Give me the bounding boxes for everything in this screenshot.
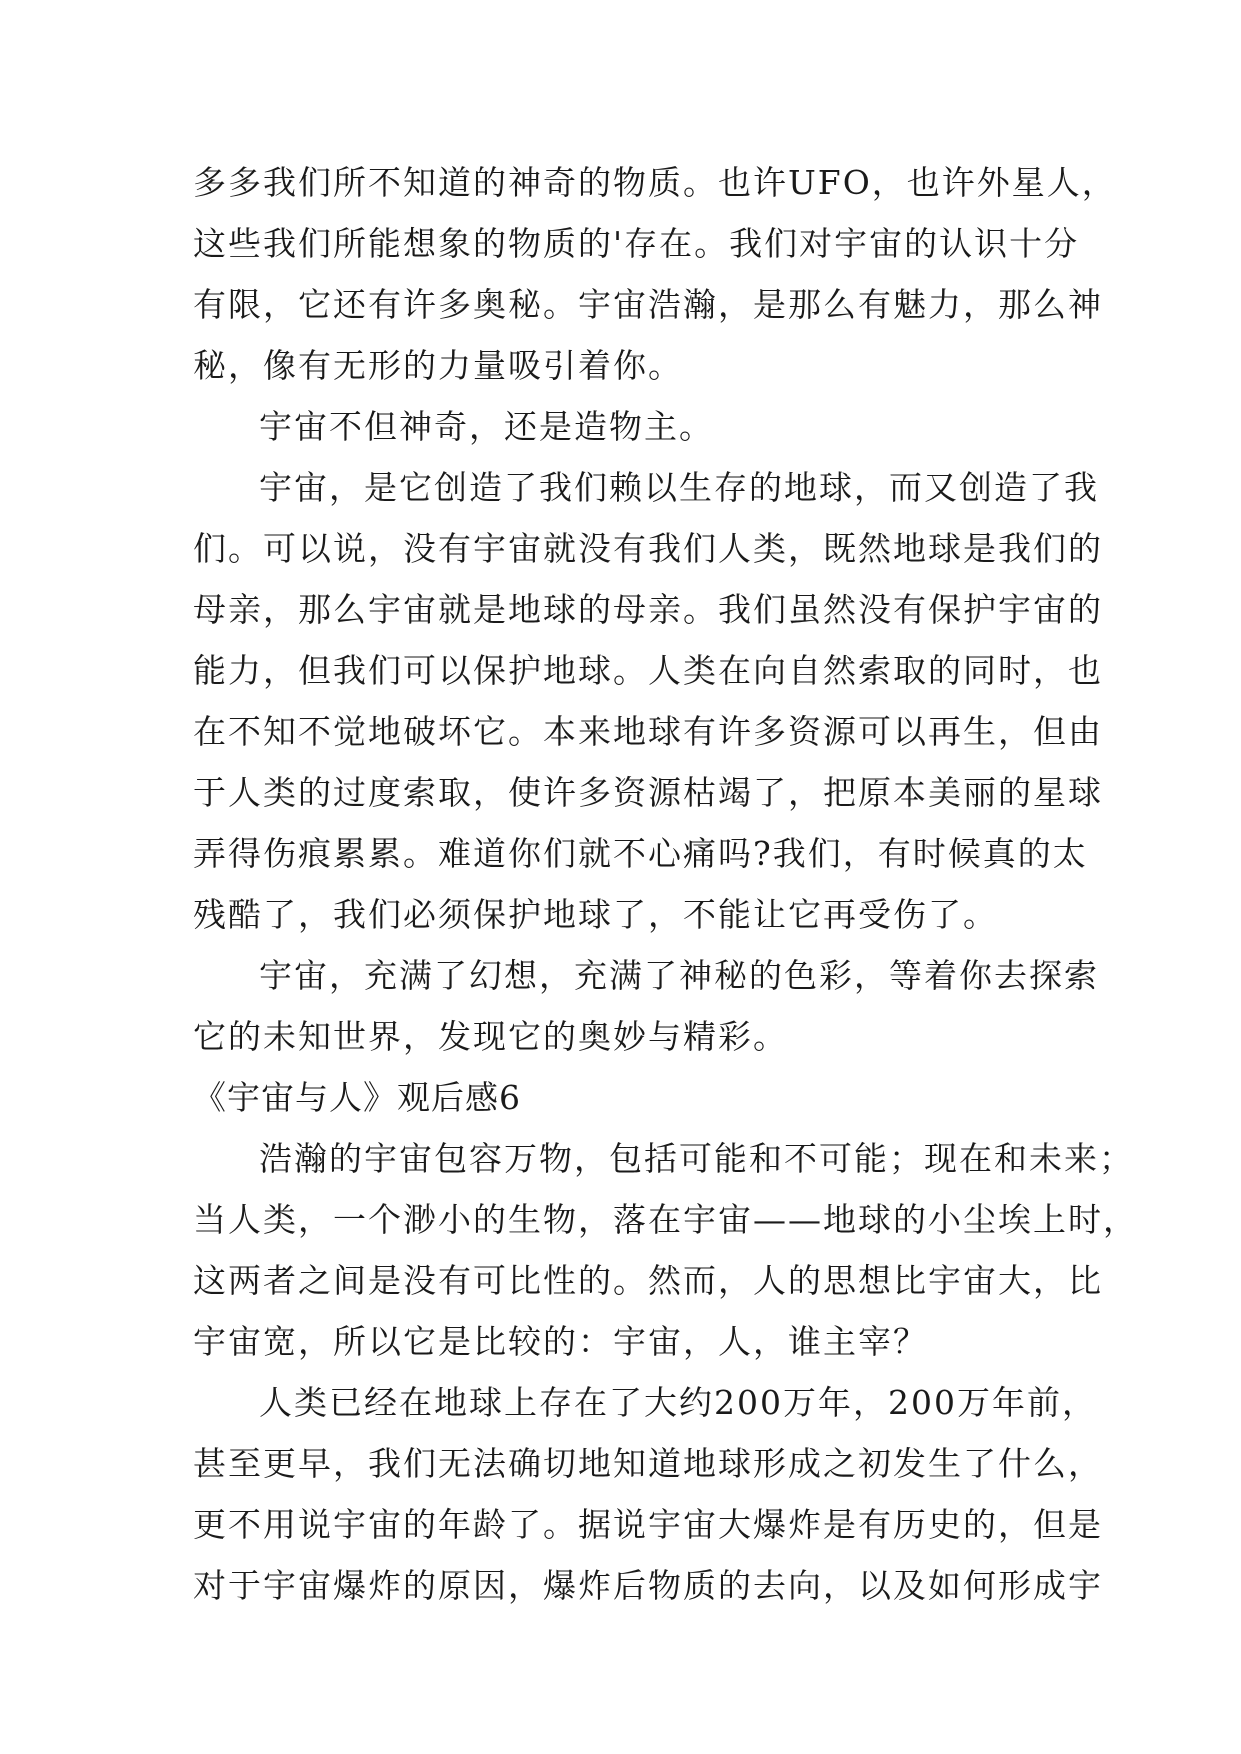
text-line: 更不用说宇宙的年龄了。据说宇宙大爆炸是有历史的，但是	[193, 1505, 1103, 1544]
text-line: 多多我们所不知道的神奇的物质。也许UFO，也许外星人，	[193, 163, 1117, 202]
paragraph-start: 宇宙，充满了幻想，充满了神秘的色彩，等着你去探索	[259, 956, 1099, 995]
text-line: 对于宇宙爆炸的原因，爆炸后物质的去向，以及如何形成宇	[193, 1566, 1103, 1605]
section-heading: 《宇宙与人》观后感6	[193, 1078, 521, 1117]
text-line: 这些我们所能想象的物质的'存在。我们对宇宙的认识十分	[193, 224, 1080, 263]
paragraph-start: 宇宙不但神奇，还是造物主。	[259, 407, 714, 446]
text-line: 宇宙宽，所以它是比较的：宇宙，人，谁主宰？	[193, 1322, 928, 1361]
text-line: 于人类的过度索取，使许多资源枯竭了，把原本美丽的星球	[193, 773, 1103, 812]
text-line: 残酷了，我们必须保护地球了，不能让它再受伤了。	[193, 895, 998, 934]
text-line: 母亲，那么宇宙就是地球的母亲。我们虽然没有保护宇宙的	[193, 590, 1103, 629]
text-line: 当人类，一个渺小的生物，落在宇宙——地球的小尘埃上时，	[193, 1200, 1138, 1239]
essay-text	[193, 152, 1138, 1616]
text-line: 们。可以说，没有宇宙就没有我们人类，既然地球是我们的	[193, 529, 1103, 568]
paragraph-start: 人类已经在地球上存在了大约200万年，200万年前，	[259, 1383, 1097, 1422]
text-line: 弄得伤痕累累。难道你们就不心痛吗?我们，有时候真的太	[193, 834, 1088, 873]
text-line: 能力，但我们可以保护地球。人类在向自然索取的同时，也	[193, 651, 1103, 690]
text-line: 它的未知世界，发现它的奥妙与精彩。	[193, 1017, 788, 1056]
text-line: 在不知不觉地破坏它。本来地球有许多资源可以再生，但由	[193, 712, 1103, 751]
text-line: 这两者之间是没有可比性的。然而，人的思想比宇宙大，比	[193, 1261, 1103, 1300]
text-line: 秘，像有无形的力量吸引着你。	[193, 346, 683, 385]
paragraph-start: 宇宙，是它创造了我们赖以生存的地球，而又创造了我	[259, 468, 1099, 507]
paragraph-start: 浩瀚的宇宙包容万物，包括可能和不可能；现在和未来；	[259, 1139, 1134, 1178]
text-line: 有限，它还有许多奥秘。宇宙浩瀚，是那么有魅力，那么神	[193, 285, 1103, 324]
text-line: 甚至更早，我们无法确切地知道地球形成之初发生了什么，	[193, 1444, 1103, 1483]
